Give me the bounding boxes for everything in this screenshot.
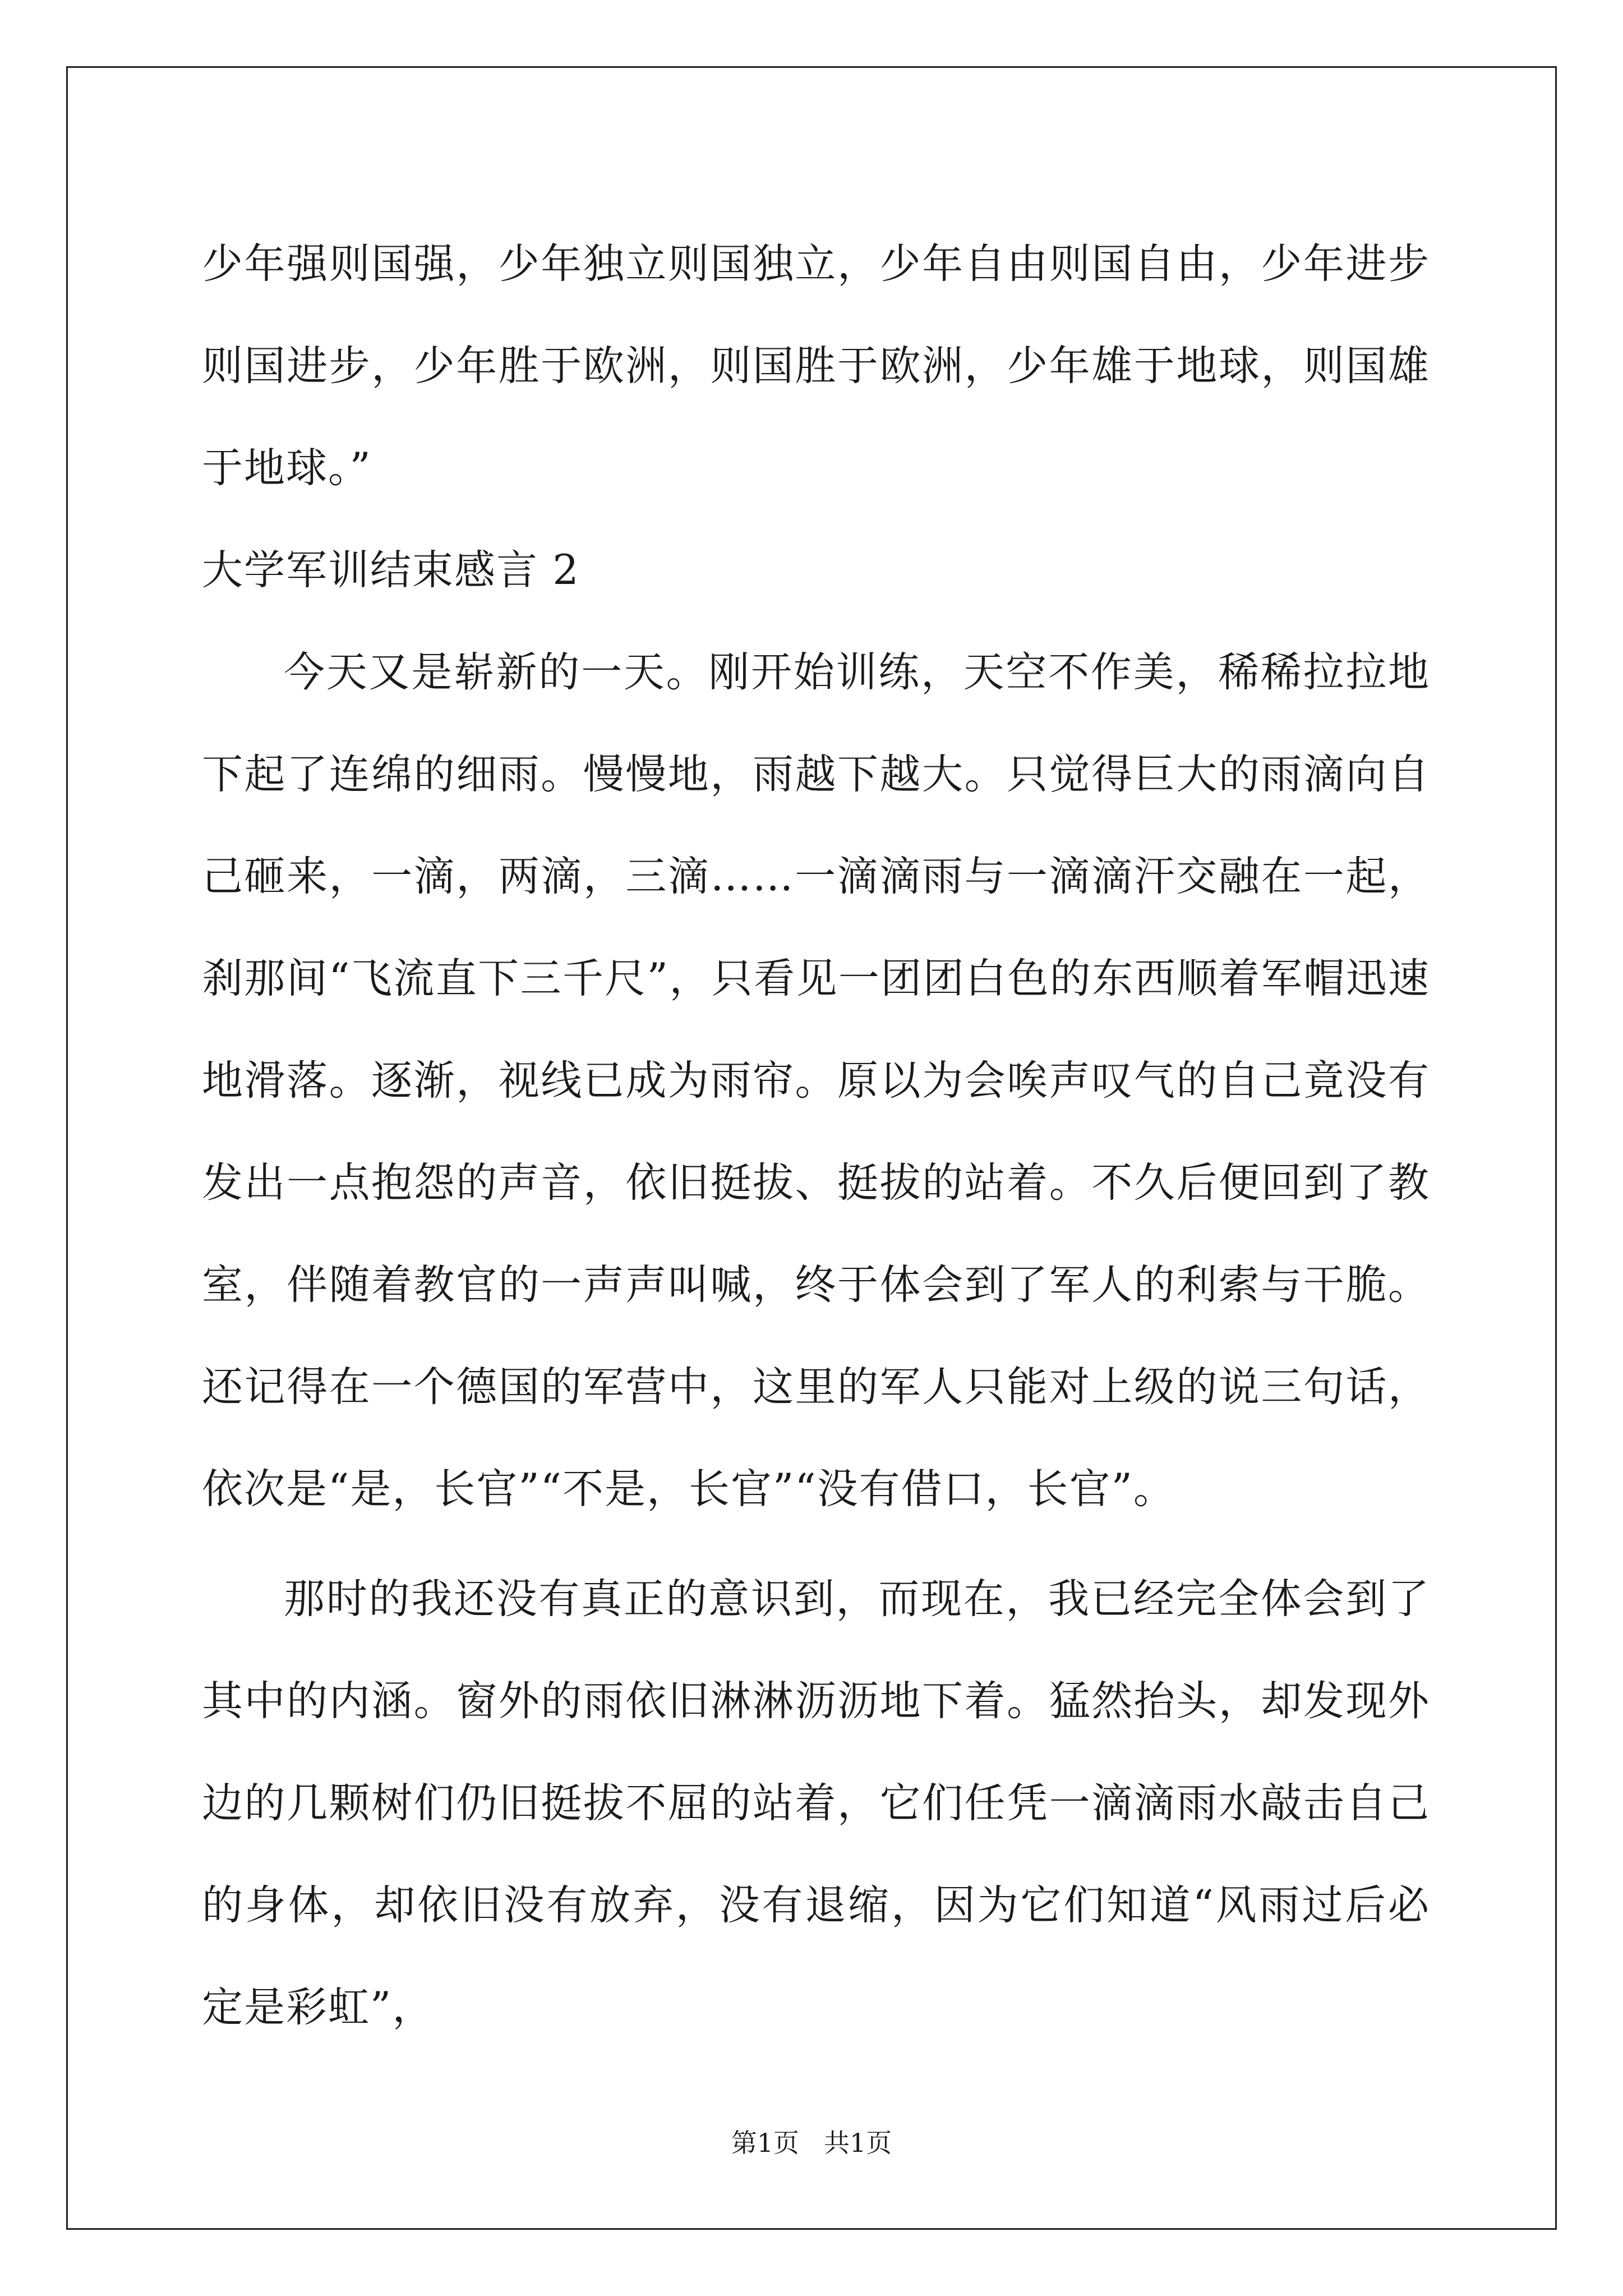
section-heading: 大学军训结束感言 2: [202, 546, 580, 594]
page-number: 第1页: [731, 2128, 799, 2158]
page-footer: [0, 2126, 1623, 2160]
paragraph-2: 那时的我还没有真正的意识到，而现在，我已经完全体会到了其中的内涵。窗外的雨依旧淋淋沥沥地下着。猛然抬头，却发现外边的几颗树们仍旧挺拔不屈的站着，它们任凭一滴滴雨水敲击自己的身体，却依旧没有放弃，没有退缩，因为它们知道“风雨过后必定是彩虹”，: [202, 1575, 1430, 2031]
paragraph-continued: 少年强则国强，少年独立则国独立，少年自由则国自由，少年进步则国进步，少年胜于欧洲，则国胜于欧洲，少年雄于地球，则国雄于地球。”: [202, 240, 1430, 492]
paragraph-1: 今天又是崭新的一天。刚开始训练，天空不作美，稀稀拉拉地下起了连绵的细雨。慢慢地，雨越下越大。只觉得巨大的雨滴向自己砸来，一滴，两滴，三滴……一滴滴雨与一滴滴汗交融在一起，刹那间“飞流直下三千尺”，只看见一团团白色的东西顺着军帽迅速地滑落。逐渐，视线已成为雨帘。原以为会唉声叹气的自己竟没有发出一点抱怨的声音，依旧挺拔、挺拔的站着。不久后便回到了教室，伴随着教官的一声声叫喊，终于体会到了军人的利索与干脆。还记得在一个德国的军营中，这里的军人只能对上级的说三句话，依次是“是，长官”“不是，长官”“没有借口，长官”。: [202, 648, 1430, 1513]
document-body: [202, 213, 1430, 2059]
page-total: 共1页: [824, 2128, 892, 2158]
